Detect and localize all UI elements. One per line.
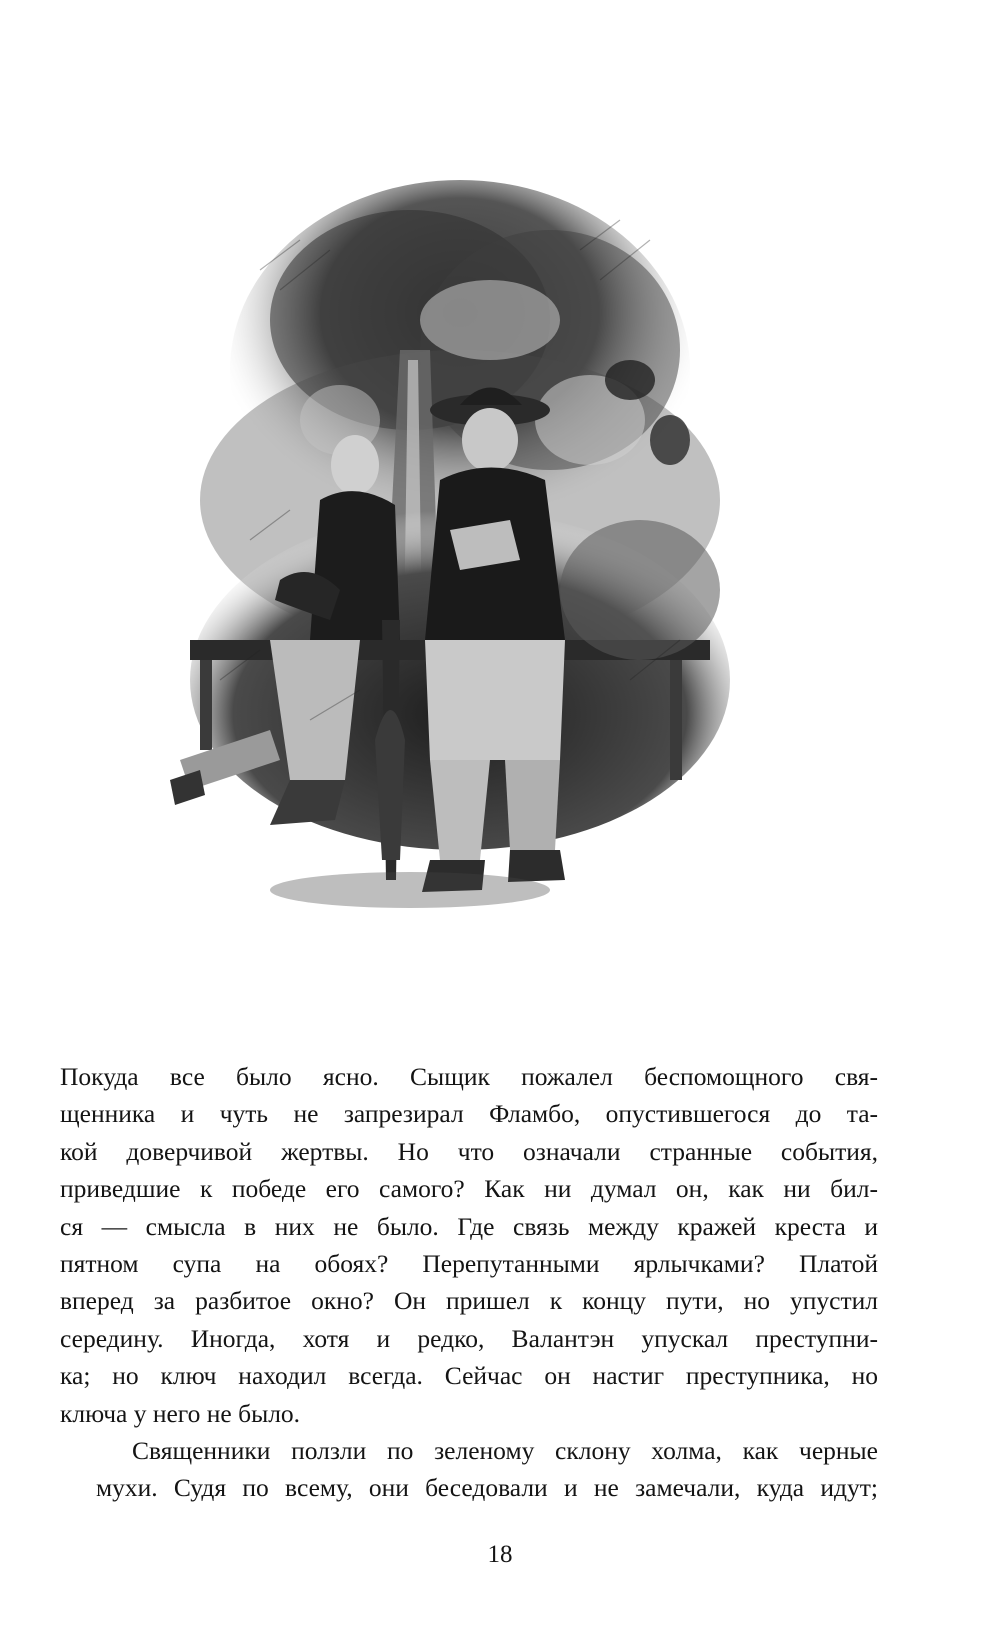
text-line: мухи. Судя по всему, они беседовали и не замечали, куда идут; [96,1473,878,1503]
illustration [160,120,740,1000]
paragraph-2 [60,1432,878,1507]
text-line: щенника и чуть не запрезирал Фламбо, опустившегося до та- [60,1099,878,1129]
text-line: ключа у него не было. [60,1398,301,1428]
text-line: вперед за разбитое окно? Он пришел к концу пути, но упустил [60,1286,878,1316]
text-line: середину. Иногда, хотя и редко, Валантэн упускал преступни- [60,1323,878,1353]
text-line: Покуда все было ясно. Сыщик пожалел беспомощного свя- [60,1062,878,1091]
text-line: кой доверчивой жертвы. Но что означали странные события, [60,1136,878,1166]
text-line: пятном супа на обоях? Перепутанными ярлычками? Платой [60,1248,878,1278]
paragraph-1 [60,1058,878,1432]
text-line: ка; но ключ находил всегда. Сейчас он настиг преступника, но [60,1361,878,1391]
engraving-two-priests-on-bench-icon [160,120,740,1000]
text-line: приведшие к победе его самого? Как ни думал он, как ни бил- [60,1174,878,1204]
text-line: Священники ползли по зеленому склону холма, как черные [132,1435,878,1465]
text-line: ся — смысла в них не было. Где связь между кражей креста и [60,1211,878,1241]
page-number: 18 [487,1541,513,1568]
body-text [60,1058,878,1507]
